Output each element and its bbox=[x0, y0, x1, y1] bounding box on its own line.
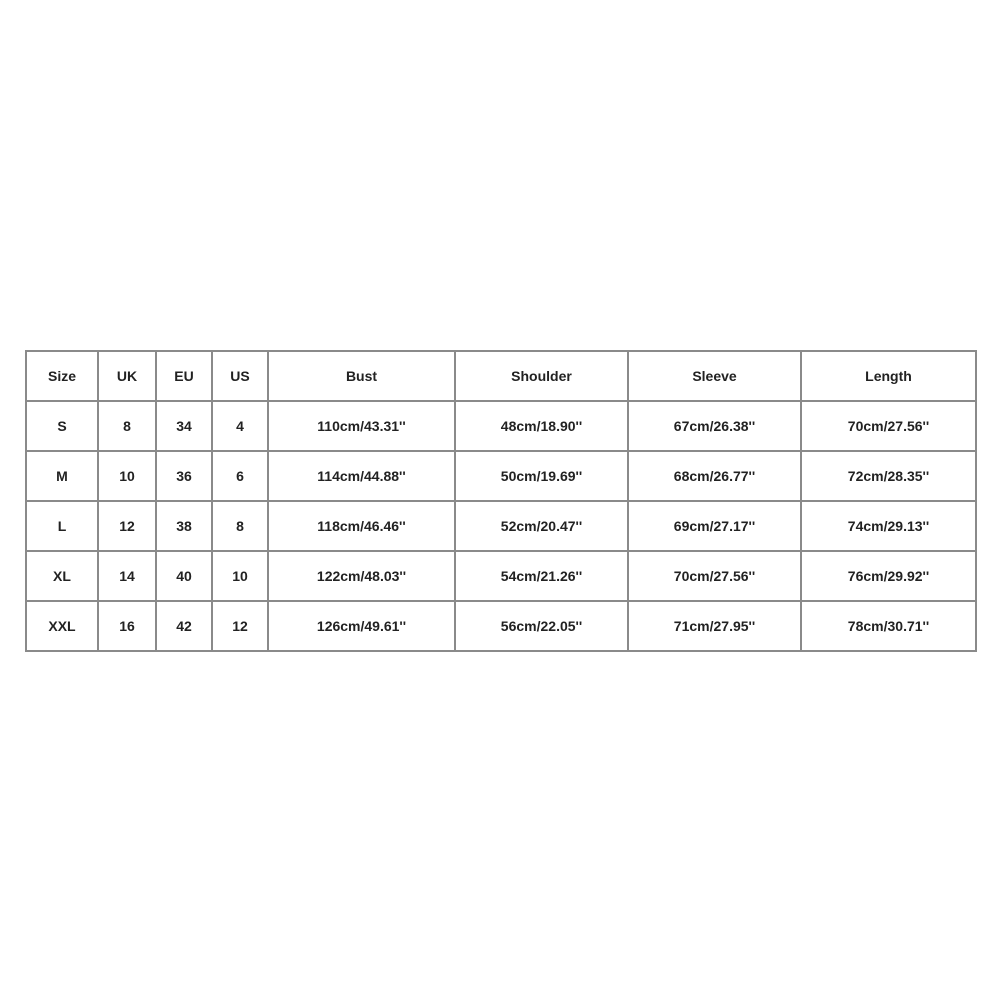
cell-us: 6 bbox=[212, 451, 268, 501]
cell-us: 8 bbox=[212, 501, 268, 551]
cell-bust: 114cm/44.88'' bbox=[268, 451, 455, 501]
column-header-uk: UK bbox=[98, 351, 156, 401]
cell-size: XL bbox=[26, 551, 98, 601]
cell-sleeve: 69cm/27.17'' bbox=[628, 501, 801, 551]
cell-eu: 40 bbox=[156, 551, 212, 601]
cell-bust: 118cm/46.46'' bbox=[268, 501, 455, 551]
size-chart-table bbox=[25, 350, 977, 652]
table-header-row bbox=[26, 351, 976, 401]
cell-us: 4 bbox=[212, 401, 268, 451]
column-header-shoulder: Shoulder bbox=[455, 351, 628, 401]
table-row bbox=[26, 501, 976, 551]
cell-length: 72cm/28.35'' bbox=[801, 451, 976, 501]
cell-size: M bbox=[26, 451, 98, 501]
cell-length: 70cm/27.56'' bbox=[801, 401, 976, 451]
cell-shoulder: 52cm/20.47'' bbox=[455, 501, 628, 551]
column-header-eu: EU bbox=[156, 351, 212, 401]
cell-shoulder: 56cm/22.05'' bbox=[455, 601, 628, 651]
cell-uk: 16 bbox=[98, 601, 156, 651]
cell-eu: 36 bbox=[156, 451, 212, 501]
cell-sleeve: 71cm/27.95'' bbox=[628, 601, 801, 651]
column-header-size: Size bbox=[26, 351, 98, 401]
table-row bbox=[26, 451, 976, 501]
cell-shoulder: 50cm/19.69'' bbox=[455, 451, 628, 501]
cell-length: 78cm/30.71'' bbox=[801, 601, 976, 651]
table-row bbox=[26, 551, 976, 601]
cell-bust: 122cm/48.03'' bbox=[268, 551, 455, 601]
table-row bbox=[26, 601, 976, 651]
cell-uk: 8 bbox=[98, 401, 156, 451]
cell-uk: 10 bbox=[98, 451, 156, 501]
cell-sleeve: 70cm/27.56'' bbox=[628, 551, 801, 601]
column-header-us: US bbox=[212, 351, 268, 401]
cell-us: 10 bbox=[212, 551, 268, 601]
table-row bbox=[26, 401, 976, 451]
cell-bust: 126cm/49.61'' bbox=[268, 601, 455, 651]
cell-size: S bbox=[26, 401, 98, 451]
cell-size: L bbox=[26, 501, 98, 551]
cell-length: 74cm/29.13'' bbox=[801, 501, 976, 551]
cell-eu: 38 bbox=[156, 501, 212, 551]
cell-sleeve: 68cm/26.77'' bbox=[628, 451, 801, 501]
cell-sleeve: 67cm/26.38'' bbox=[628, 401, 801, 451]
cell-shoulder: 54cm/21.26'' bbox=[455, 551, 628, 601]
column-header-bust: Bust bbox=[268, 351, 455, 401]
column-header-sleeve: Sleeve bbox=[628, 351, 801, 401]
cell-length: 76cm/29.92'' bbox=[801, 551, 976, 601]
cell-bust: 110cm/43.31'' bbox=[268, 401, 455, 451]
cell-us: 12 bbox=[212, 601, 268, 651]
cell-size: XXL bbox=[26, 601, 98, 651]
cell-eu: 34 bbox=[156, 401, 212, 451]
cell-eu: 42 bbox=[156, 601, 212, 651]
cell-uk: 12 bbox=[98, 501, 156, 551]
cell-uk: 14 bbox=[98, 551, 156, 601]
cell-shoulder: 48cm/18.90'' bbox=[455, 401, 628, 451]
column-header-length: Length bbox=[801, 351, 976, 401]
